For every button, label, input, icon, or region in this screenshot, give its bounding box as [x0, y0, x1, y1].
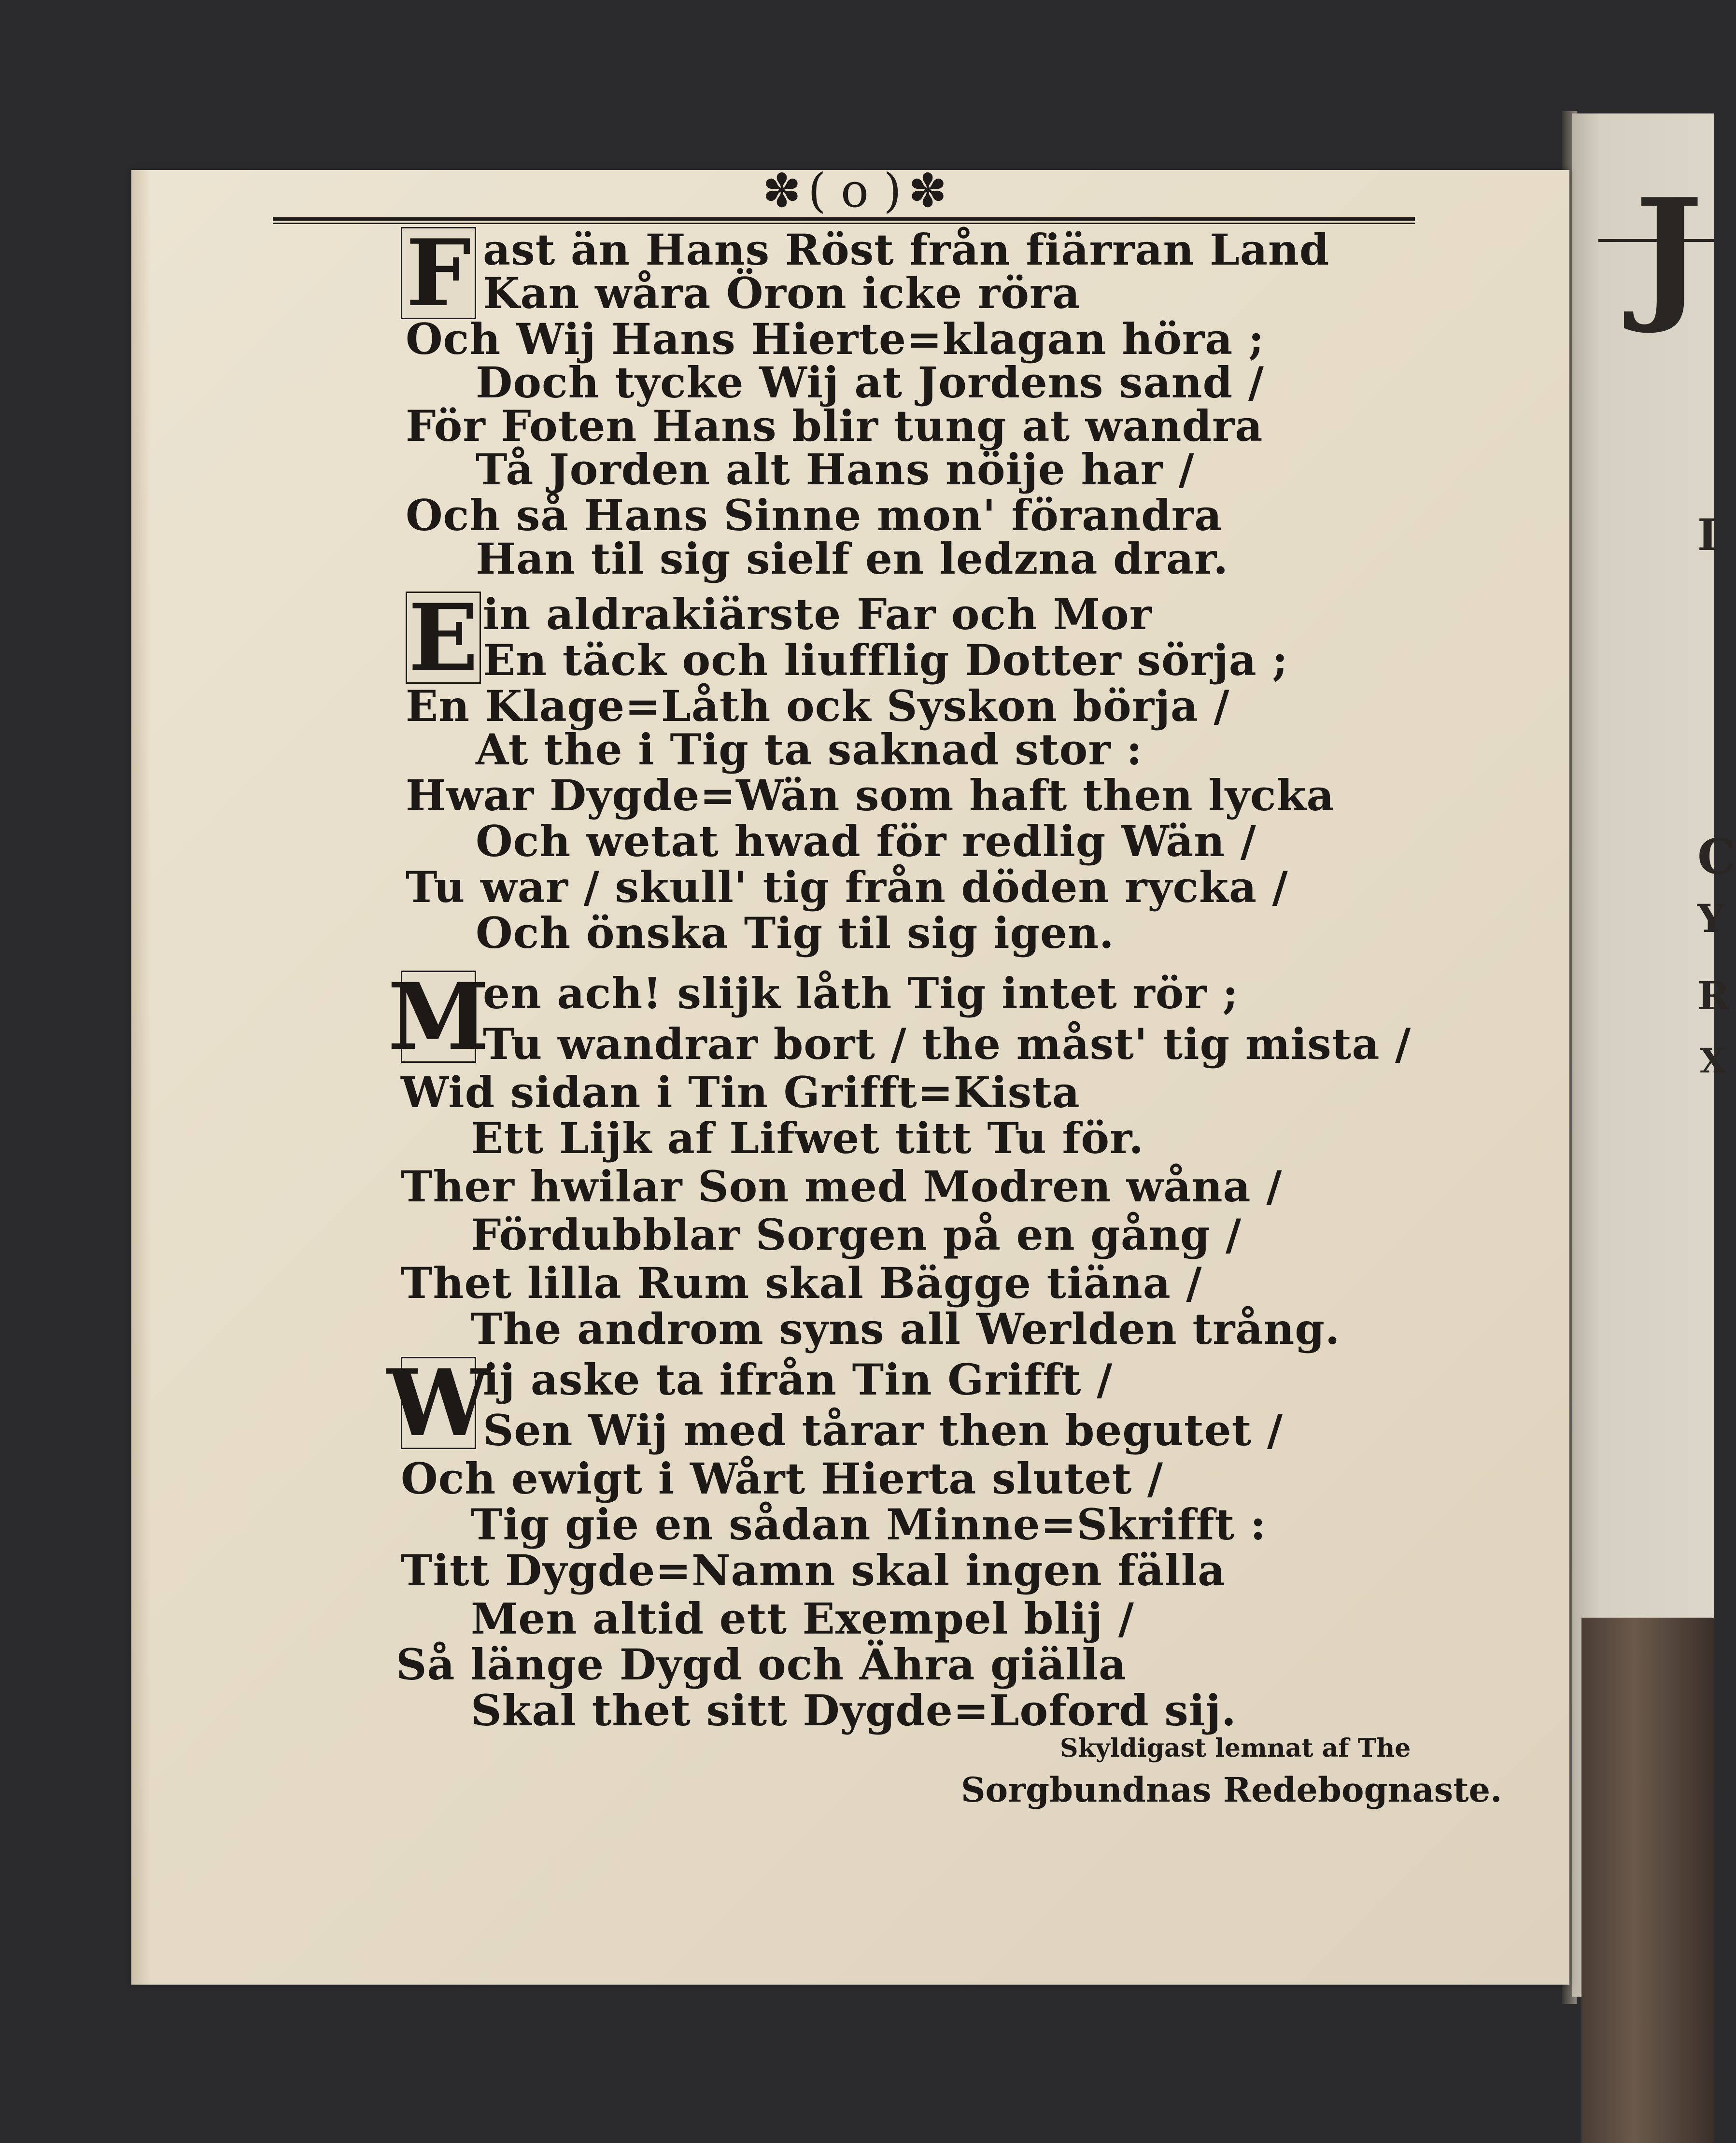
- poem-line: Och så Hans Sinne mon' förandra: [406, 490, 1223, 540]
- poem-line: Fördubblar Sorgen på en gång /: [471, 1210, 1242, 1260]
- poem-line: At the i Tig ta saknad stor :: [476, 724, 1143, 775]
- drop-cap: W: [387, 1349, 490, 1457]
- poem-line: Skal thet sitt Dygde=Loford sij.: [471, 1685, 1237, 1735]
- drop-cap: F: [401, 227, 476, 319]
- poem-line: Tig gie en sådan Minne=Skrifft :: [471, 1499, 1267, 1550]
- flower-ornament-icon: ✽: [762, 164, 802, 218]
- signature-name: Sorgbundnas Redebognaste.: [961, 1770, 1502, 1810]
- poem-line: ij aske ta ifrån Tin Grifft /: [483, 1354, 1113, 1405]
- facing-page-fragment: Y: [1697, 896, 1725, 941]
- poem-line: Titt Dygde=Namn skal ingen fälla: [401, 1545, 1226, 1595]
- poem-line: En Klage=Låth ock Syskon börja /: [406, 681, 1230, 731]
- poem-line: Tu war / skull' tig från döden rycka /: [406, 862, 1288, 912]
- poem-line: Han til sig sielf en ledzna drar.: [476, 534, 1228, 584]
- poem-line: Men altid ett Exempel blij /: [471, 1593, 1134, 1644]
- poem-line: Tå Jorden alt Hans nöije har /: [476, 444, 1195, 494]
- page-gutter-shadow: [131, 170, 151, 1985]
- drop-cap: M: [387, 962, 490, 1071]
- facing-page-fragment: X: [1700, 1041, 1726, 1081]
- drop-cap: E: [406, 592, 481, 684]
- poem-line: Thet lilla Rum skal Bägge tiäna /: [401, 1258, 1202, 1308]
- poem-line: ast än Hans Röst från fiärran Land: [483, 225, 1330, 275]
- facing-page-fragment: C: [1697, 828, 1736, 885]
- poem-line: Och ewigt i Wårt Hierta slutet /: [401, 1453, 1164, 1504]
- page-header: [753, 162, 956, 220]
- poem-line: Wid sidan i Tin Grifft=Kista: [401, 1067, 1080, 1117]
- book-spine: [1581, 1618, 1714, 2143]
- poem-line: Och Wij Hans Hierte=klagan höra ;: [406, 314, 1265, 364]
- poem-line: Och önska Tig til sig igen.: [476, 908, 1115, 958]
- page-number: ( o ): [808, 164, 902, 218]
- poem-line: en ach! slijk låth Tig intet rör ;: [483, 968, 1239, 1018]
- poem-line: The androm syns all Werlden trång.: [471, 1304, 1341, 1354]
- poem-line: Ther hwilar Son med Modren wåna /: [401, 1161, 1283, 1212]
- poem-line: in aldrakiärste Far och Mor: [483, 589, 1153, 639]
- poem-line: Kan wåra Öron icke röra: [483, 268, 1081, 318]
- poem-line: Så länge Dygd och Ähra giälla: [396, 1639, 1127, 1690]
- facing-page-fragment: R: [1697, 973, 1730, 1018]
- poem-line: För Foten Hans blir tung at wandra: [406, 401, 1263, 451]
- poem-line: Ett Lijk af Lifwet titt Tu för.: [471, 1113, 1144, 1163]
- facing-page-fragment: I: [1697, 509, 1718, 561]
- flower-ornament-icon: ✽: [908, 164, 947, 218]
- poem-line: En täck och liufflig Dotter sörja ;: [483, 635, 1288, 685]
- poem-line: Tu wandrar bort / the måst' tig mista /: [483, 1019, 1411, 1069]
- poem-line: Doch tycke Wij at Jordens sand /: [476, 357, 1264, 408]
- poem-line: Hwar Dygde=Wän som haft then lycka: [406, 770, 1335, 820]
- signature-line: Skyldigast lemnat af The: [1060, 1734, 1411, 1763]
- poem-line: Sen Wij med tårar then begutet /: [483, 1405, 1283, 1455]
- facing-page-fragment: J: [1635, 167, 1703, 337]
- poem-line: Och wetat hwad för redlig Wän /: [476, 816, 1256, 866]
